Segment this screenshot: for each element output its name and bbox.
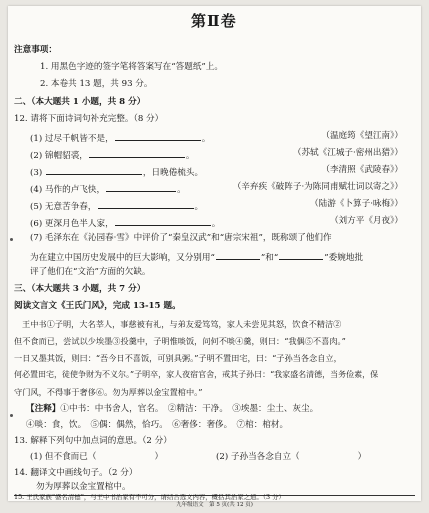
q15-text-line-1: 15. 王氏家族“盛名清德”，与王中书治家有不可分，请结合选文内容，概括其治家之道。	[14, 494, 263, 501]
q14-prompt: 14. 翻译文中画线句子。（2 分）	[14, 468, 138, 478]
page-title: 第Ⅱ卷	[191, 12, 237, 30]
answer-blank[interactable]	[106, 183, 176, 192]
reading-heading: 阅读文言文《王氏门风》，完成 13-15 题。	[14, 301, 181, 311]
passage-line-1: 王中书①子明，大名莘人，事慈被有礼，与弟友爱笃笃，家人未尝见其怒，饮食不精洁②	[22, 319, 342, 329]
answer-blank[interactable]	[46, 166, 142, 175]
q12-item-1: (1) 过尽千帆皆不是， 。	[30, 134, 211, 144]
passage-line-3: 一日又墨其饭，则曰：“吾今日不喜饭，可别具粥。”子明不置田宅，曰：“子孙当各念自立，	[14, 353, 342, 363]
binding-dot	[10, 414, 13, 417]
q12-item-4: (4) 马作的卢飞快， 。	[30, 185, 186, 195]
notes-heading: 注意事项：	[14, 45, 57, 55]
notes-item-1: 1. 用黑色字迹的签字笔将答案写在“答题纸”上。	[40, 62, 223, 72]
passage-line-2: 但不食而已，尝试以少埃墨③投羹中，子明惟啖饭，问何不啖④羹，则曰：“我偶⑤不喜肉。”	[14, 336, 346, 346]
answer-blank[interactable]	[115, 217, 211, 226]
answer-blank[interactable]	[89, 149, 185, 158]
q14-sentence: 勿为厚葬以金宝置棺中。	[36, 482, 131, 492]
q12-source-3: （李清照《武陵春》）	[321, 165, 403, 175]
q12-item-7-line-3: 评了他们在“文治”方面的欠缺。	[30, 267, 151, 277]
q13-part-1: (1) 但不食而已（ ）	[30, 452, 164, 462]
answer-blank[interactable]	[115, 132, 201, 141]
q12-prompt: 12. 请将下面诗词句补充完整。（8 分）	[14, 114, 164, 124]
section-3-heading: 三、（本大题共 3 小题，共 7 分）	[14, 284, 146, 294]
passage-notes-line-2: ④啖：食，饮。 ⑤偶：偶然，恰巧。 ⑥奢侈：奢侈。 ⑦棺：棺材。	[26, 420, 289, 430]
notes-item-2: 2. 本卷共 13 题，共 93 分。	[40, 79, 153, 89]
q12-item-5: (5) 无意苦争春， 。	[30, 202, 204, 212]
page-footer: 九年级语文 第 5 页(共 12 页)	[176, 502, 253, 508]
passage-line-5: 守门风，不得事于奢侈⑥。勿为厚葬以金宝置棺中。”	[14, 387, 203, 397]
passage-notes-line-1: 【注释】①中书：中书舍人，官名。 ②精洁：干净。 ③埃墨：尘土、灰尘。	[26, 404, 319, 414]
q12-source-6: （刘方平《月夜》）	[329, 216, 403, 226]
q12-item-7-line-2: 为在建立中国历史发展中的巨大影响，又分别用“ ”和“ ”委婉地批	[30, 253, 364, 263]
q13-part-2: (2) 子孙当各念自立（ ）	[216, 452, 367, 462]
q12-source-2: （苏轼《江城子·密州出猎》）	[292, 148, 403, 158]
q12-item-7-line-1: (7) 毛泽东在《沁园春·雪》中评价了“秦皇汉武”和“唐宗宋祖”，既称颂了他们作	[30, 233, 332, 243]
answer-blank[interactable]	[279, 251, 323, 260]
q12-item-3: (3) ，日晚倦梳头。	[30, 168, 204, 178]
exam-page	[8, 6, 421, 501]
answer-blank[interactable]	[216, 251, 260, 260]
q12-item-2: (2) 锦帽貂裘， 。	[30, 151, 195, 161]
q13-prompt: 13. 解释下列句中加点词的意思。（2 分）	[14, 436, 172, 446]
binding-dot	[10, 238, 13, 241]
q12-source-1: （温庭筠《望江南》）	[321, 131, 403, 141]
passage-line-4: 何必置田宅，徒使争财为不义尔。”子明卒，家人夜宿官舍，戒其子孙曰：“我家盛名清德，当务俭素，保	[14, 370, 379, 379]
q12-item-6: (6) 更深月色半人家， 。	[30, 219, 221, 229]
q15-text-line-2: （3 分）	[262, 494, 285, 501]
q12-source-4: （辛弃疾《破阵子·为陈同甫赋壮词以寄之》）	[232, 182, 403, 192]
q12-source-5: （陆游《卜算子·咏梅》）	[310, 199, 403, 209]
answer-blank[interactable]	[98, 200, 194, 209]
section-2-heading: 二、（本大题共 1 小题，共 8 分）	[14, 97, 146, 107]
